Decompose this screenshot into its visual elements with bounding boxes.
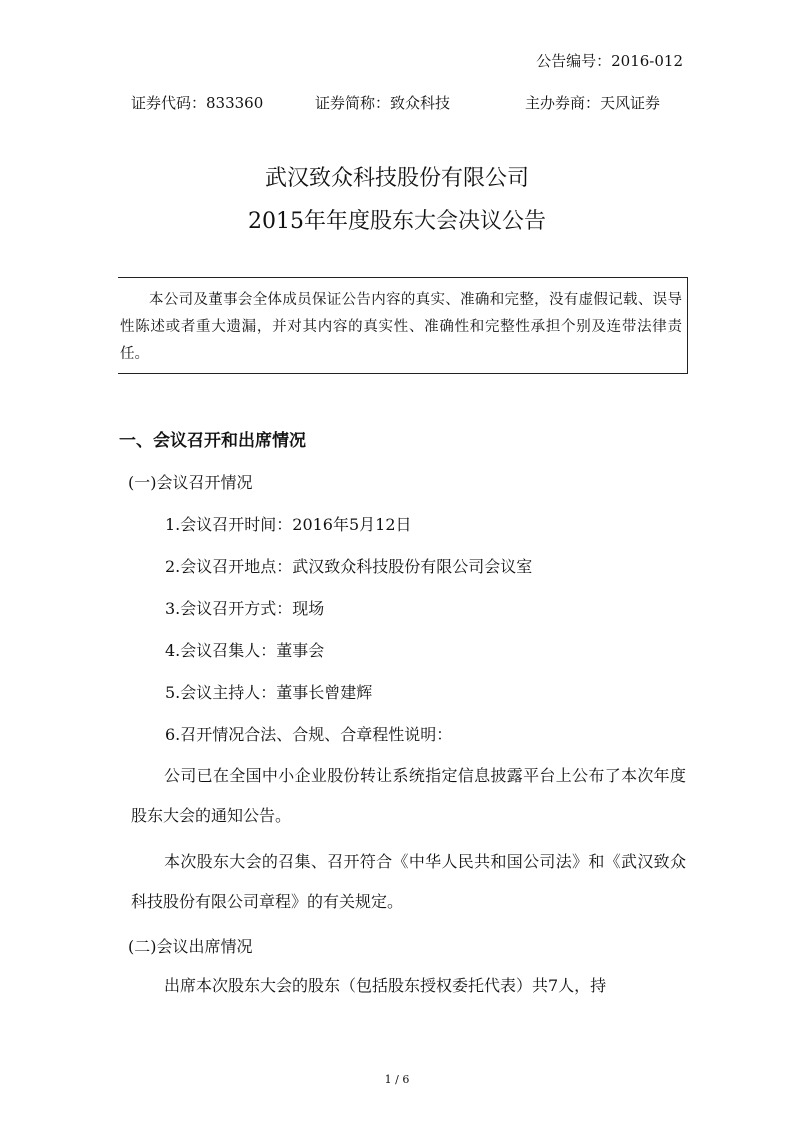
item-host: 5.会议主持人：董事长曾建辉	[165, 683, 373, 702]
sponsor-broker: 主办券商：天风证券	[525, 94, 661, 112]
document-title-notice: 2015年年度股东大会决议公告	[248, 209, 546, 234]
notice-number: 公告编号：2016-012	[536, 52, 683, 70]
subsection-convening: (一)会议召开情况	[128, 473, 253, 492]
item-convener: 4.会议召集人：董事会	[165, 641, 325, 660]
stock-abbreviation: 证券简称：致众科技	[315, 94, 451, 112]
page-number: 1 / 6	[384, 1073, 410, 1086]
paragraph-notice-published: 公司已在全国中小企业股份转让系统指定信息披露平台上公布了本次年度股东大会的通知公告。	[131, 766, 686, 825]
paragraph-attendance: 出席本次股东大会的股东（包括股东授权委托代表）共7人，持	[164, 976, 607, 995]
subsection-attendance: (二)会议出席情况	[128, 937, 253, 956]
item-meeting-time: 1.会议召开时间：2016年5月12日	[165, 515, 412, 534]
item-meeting-place: 2.会议召开地点：武汉致众科技股份有限公司会议室	[165, 557, 533, 576]
disclaimer-text: 本公司及董事会全体成员保证公告内容的真实、准确和完整，没有虚假记载、误导性陈述或者重大遗漏，并对其内容的真实性、准确性和完整性承担个别及连带法律责任。	[120, 292, 682, 362]
item-legality: 6.召开情况合法、合规、合章程性说明：	[165, 725, 453, 744]
document-title-company: 武汉致众科技股份有限公司	[264, 166, 529, 191]
item-meeting-method: 3.会议召开方式：现场	[165, 599, 325, 618]
paragraph-compliance: 本次股东大会的召集、召开符合《中华人民共和国公司法》和《武汉致众科技股份有限公司章程》的有关规定。	[131, 852, 686, 911]
stock-code: 证券代码：833360	[131, 94, 264, 112]
section-heading-meeting: 一、会议召开和出席情况	[119, 431, 306, 451]
